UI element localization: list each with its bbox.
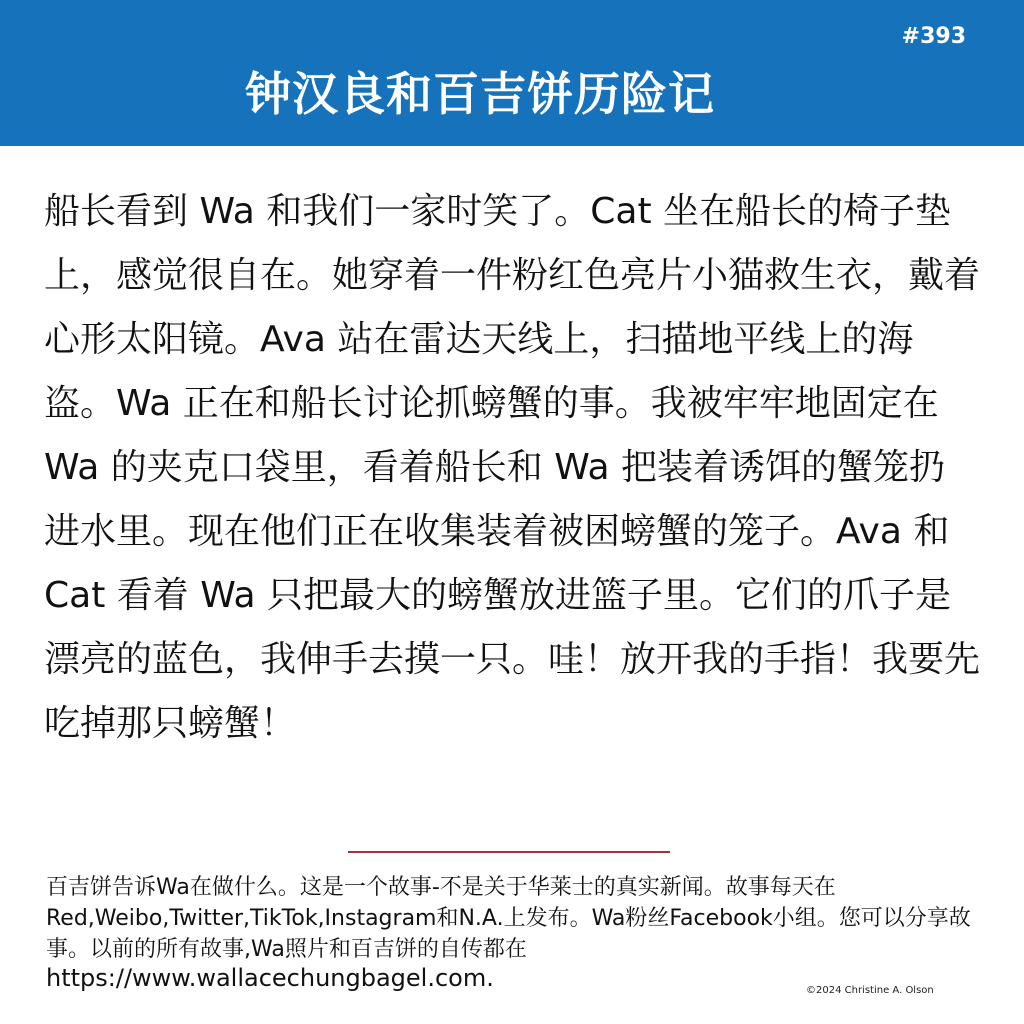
header-banner [0,0,1024,146]
footer-note: 百吉饼告诉Wa在做什么。这是一个故事-不是关于华莱士的真实新闻。故事每天在Red,Weibo,Twitter,TikTok,Instagram和N.A.上发布。Wa粉丝Facebook小组。您可以分享故事。以前的所有故事,Wa照片和百吉饼的自传都在 [46,875,971,962]
issue-number: #393 [901,24,966,49]
page-title: 钟汉良和百吉饼历险记 [245,67,715,121]
story-text: 船长看到 Wa 和我们一家时笑了。Cat 坐在船长的椅子垫上，感觉很自在。她穿着一件粉红色亮片小猫救生衣，戴着心形太阳镜。Ava 站在雷达天线上，扫描地平线上的海盗。Wa 正在和船长讨论抓螃蟹的事。我被牢牢地固定在 Wa 的夹克口袋里，看着船长和 Wa 把装着诱饵的蟹笼扔进水里。现在他们正在收集装着被困螃蟹的笼子。Ava 和 Cat 看着 Wa 只把最大的螃蟹放进篮子里。它们的爪子是漂亮的蓝色，我伸手去摸一只。哇！放开我的手指！我要先吃掉那只螃蟹！ [44,191,981,744]
divider-line [348,851,670,853]
website-url: https://www.wallacechungbagel.com. [46,964,494,992]
copyright-notice: ©2024 Christine A. Olson [806,985,934,996]
